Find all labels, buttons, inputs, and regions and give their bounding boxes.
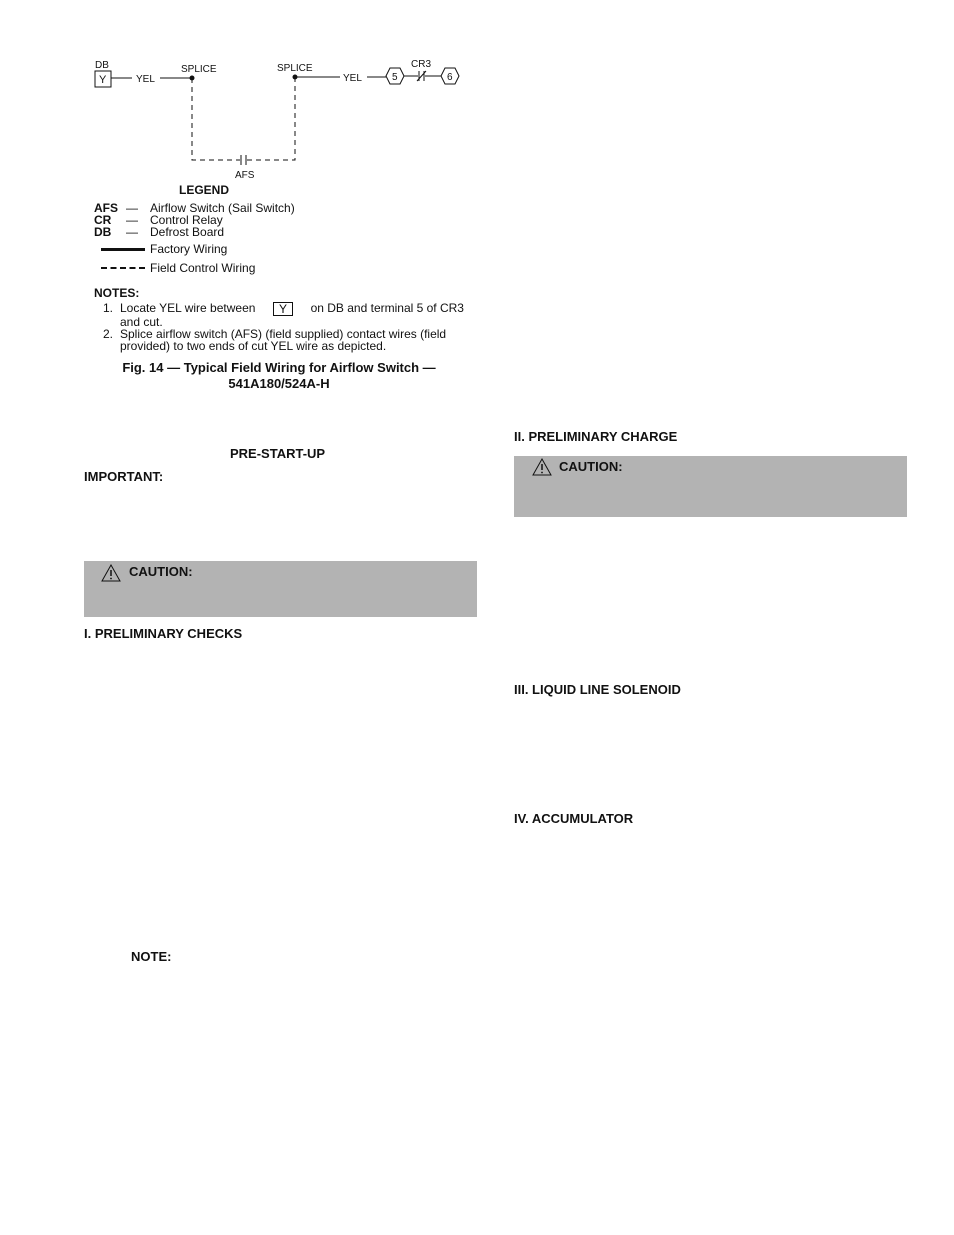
legend-dash: — <box>126 225 138 239</box>
legend-item-db <box>94 226 224 238</box>
splice-right-label: SPLICE <box>277 63 313 74</box>
note-1-line-1 <box>120 302 464 316</box>
splice-left-label: SPLICE <box>181 64 217 75</box>
warning-triangle-icon <box>532 458 552 476</box>
afs-label: AFS <box>235 170 255 181</box>
warning-triangle-icon <box>101 564 121 582</box>
accumulator-heading: IV. ACCUMULATOR <box>514 811 634 826</box>
figure-caption <box>84 360 474 392</box>
note-number: 2. <box>103 327 114 341</box>
note-2-text-b: provided) to two ends of cut YEL wire as depicted. <box>120 339 387 353</box>
wire-right-label: YEL <box>343 73 362 84</box>
cr3-slash <box>417 71 426 81</box>
caution-label: CAUTION: <box>559 459 623 474</box>
notes-title: NOTES: <box>94 286 140 300</box>
terminal-5-label: 5 <box>392 72 398 83</box>
db-terminal-label: Y <box>99 74 107 86</box>
factory-wiring-line-sample <box>101 248 145 251</box>
legend-desc: Airflow Switch (Sail Switch) <box>150 201 295 215</box>
terminal-6-label: 6 <box>447 72 453 83</box>
note-1 <box>103 301 464 329</box>
field-wire-loop <box>192 78 240 160</box>
wire-left-label: YEL <box>136 74 155 85</box>
note-label: NOTE: <box>131 949 172 964</box>
legend-abbr: CR <box>94 213 112 227</box>
figure-caption-line-1: Fig. 14 — Typical Field Wiring for Airflow Switch — <box>122 360 436 375</box>
preliminary-checks-heading: I. PRELIMINARY CHECKS <box>84 626 243 641</box>
liquid-line-solenoid-heading: III. LIQUID LINE SOLENOID <box>514 682 681 697</box>
caution-label: CAUTION: <box>129 564 193 579</box>
note-1-text-b: on DB and terminal 5 of CR3 <box>310 301 464 315</box>
db-label: DB <box>95 60 109 71</box>
legend-field-wiring: Field Control Wiring <box>150 261 256 275</box>
airflow-switch-wiring-diagram <box>84 55 484 185</box>
legend-desc: Control Relay <box>150 213 223 227</box>
field-wiring-line-sample <box>101 267 145 269</box>
legend-dash: — <box>126 213 138 227</box>
note-1-text-a: Locate YEL wire between <box>120 301 256 315</box>
legend-abbr: DB <box>94 225 112 239</box>
note-2 <box>103 328 464 352</box>
y-terminal-box: Y <box>273 302 293 316</box>
figure-caption-line-2: 541A180/524A-H <box>228 376 330 391</box>
note-2-text-a: Splice airflow switch (AFS) (field supplied) contact wires (field <box>120 327 447 341</box>
note-number: 1. <box>103 301 114 315</box>
legend-title: LEGEND <box>179 183 230 197</box>
preliminary-charge-heading: II. PRELIMINARY CHARGE <box>514 429 678 444</box>
legend-desc: Defrost Board <box>150 225 225 239</box>
cr3-label: CR3 <box>411 59 432 70</box>
pre-start-up-heading: PRE-START-UP <box>230 446 326 461</box>
legend-factory-wiring: Factory Wiring <box>150 242 228 256</box>
legend-abbr: AFS <box>94 201 118 215</box>
important-label: IMPORTANT: <box>84 469 164 484</box>
note-1-text-c: and cut. <box>120 315 163 329</box>
field-wire-loop-2 <box>247 78 295 160</box>
caution-box-right <box>514 456 907 517</box>
caution-box-left <box>84 561 477 617</box>
legend-dash: — <box>126 201 138 215</box>
